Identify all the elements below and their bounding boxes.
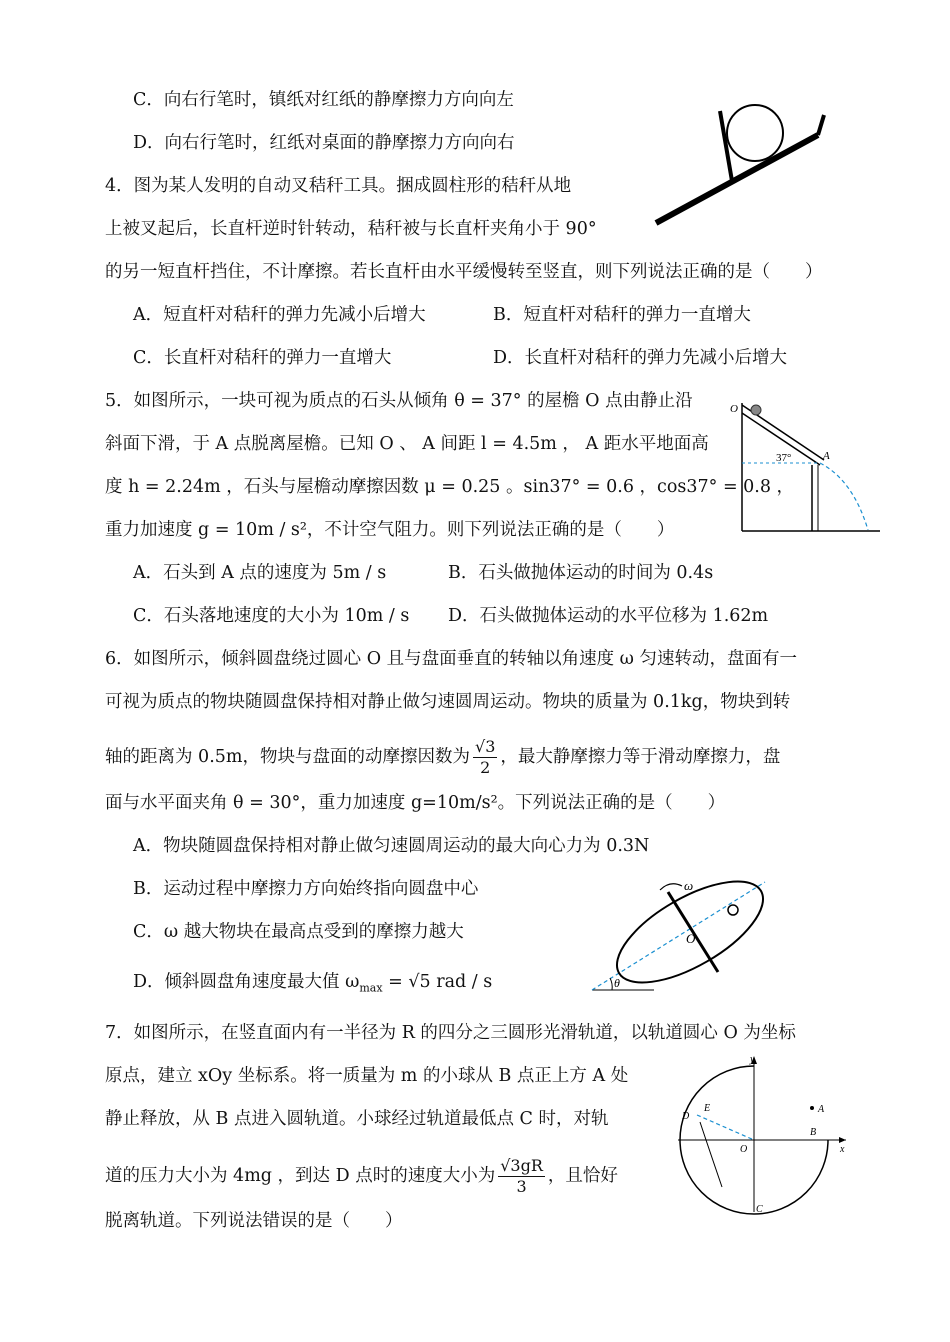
q5-option-b: B．石头做抛体运动的时间为 0.4s [448, 563, 714, 583]
disk-plane-dashed [592, 882, 765, 990]
q7-line4-b: ，且恰好 [547, 1166, 618, 1186]
q7-stem-line5: 脱离轨道。下列说法错误的是（ ） [105, 1211, 403, 1231]
q6-optD-sub: max [359, 981, 383, 995]
q7-fraction [498, 1156, 545, 1197]
point-A-dot [810, 1106, 814, 1110]
label-A: A [818, 1104, 825, 1115]
q6-stem-line2: 可视为质点的物块随圆盘保持相对静止做匀速圆周运动。物块的质量为 0.1kg，物块到转 [105, 692, 791, 712]
q7-track-figure [672, 1052, 852, 1218]
rod-tip [818, 115, 824, 135]
straw-bundle-circle [727, 105, 783, 161]
q6-option-d [133, 970, 492, 1001]
q6-disk-figure [590, 872, 775, 996]
label-angle: 37° [776, 452, 792, 464]
q5-roof-figure [728, 395, 888, 535]
label-D: D [682, 1111, 690, 1122]
q4-option-c: C．长直杆对秸秆的弹力一直增大 [133, 348, 392, 368]
q6-optD-a: D．倾斜圆盘角速度最大值 ω [133, 972, 360, 992]
q4-option-a: A．短直杆对秸秆的弹力先减小后增大 [133, 305, 426, 325]
q4-option-d: D．长直杆对秸秆的弹力先减小后增大 [493, 348, 788, 368]
q6-fraction-denominator: 2 [480, 758, 491, 777]
label-y: y [750, 1054, 755, 1065]
q4-stem-line1: 4．图为某人发明的自动叉秸秆工具。捆成圆柱形的秸秆从地 [105, 176, 572, 196]
q6-fraction [473, 737, 497, 778]
q7-fraction-numerator: √3gR [500, 1156, 543, 1175]
label-O: O [730, 403, 738, 415]
q4-option-b: B．短直杆对秸秆的弹力一直增大 [493, 305, 751, 325]
q6-option-a: A．物块随圆盘保持相对静止做匀速圆周运动的最大向心力为 0.3N [133, 836, 650, 856]
q5-option-d: D．石头做抛体运动的水平位移为 1.62m [448, 606, 769, 626]
q5-stem-line1: 5．如图所示，一块可视为质点的石头从倾角 θ = 37° 的屋檐 O 点由静止沿 [105, 391, 693, 411]
q4-fork-figure [650, 95, 830, 230]
q3-option-d: D．向右行笔时，红纸对桌面的静摩擦力方向向右 [133, 133, 515, 153]
label-C: C [756, 1204, 763, 1215]
label-B: B [810, 1127, 817, 1138]
stone-ball [751, 405, 761, 415]
projectile-path [700, 1122, 722, 1187]
omega-arrow [660, 884, 682, 890]
q6-line3-a: 轴的距离为 0.5m，物块与盘面的动摩擦因数为 [105, 747, 470, 767]
q4-stem-line2: 上被叉起后，长直杆逆时针转动，秸秆被与长直杆夹角小于 90° [105, 219, 597, 239]
radius-OD-dashed [697, 1115, 754, 1140]
q6-stem-line4: 面与水平面夹角 θ = 30°，重力加速度 g=10m/s²。下列说法正确的是（ ） [105, 793, 726, 813]
q7-fraction-denominator: 3 [516, 1177, 527, 1196]
label-A: A [823, 450, 830, 462]
q7-stem-line3: 静止释放，从 B 点进入圆轨道。小球经过轨道最低点 C 时，对轨 [105, 1109, 609, 1129]
q7-line4-a: 道的压力大小为 4mg ，到达 D 点时的速度大小为 [105, 1166, 496, 1186]
q7-stem-line4 [105, 1156, 618, 1197]
q6-stem-line3 [105, 737, 780, 778]
q7-stem-line2: 原点，建立 xOy 坐标系。将一质量为 m 的小球从 B 点正上方 A 处 [105, 1066, 629, 1086]
q5-option-a: A．石头到 A 点的速度为 5m / s [133, 563, 387, 583]
q4-stem-line3: 的另一短直杆挡住，不计摩擦。若长直杆由水平缓慢转至竖直，则下列说法正确的是（ ） [105, 262, 823, 282]
label-O: O [686, 931, 696, 946]
q5-stem-line4: 重力加速度 g = 10m / s²，不计空气阻力。则下列说法正确的是（ ） [105, 520, 675, 540]
label-x: x [840, 1144, 845, 1155]
q3-option-c: C．向右行笔时，镇纸对红纸的静摩擦力方向向左 [133, 90, 514, 110]
block-marker [728, 905, 738, 915]
x-axis-arrow [839, 1137, 846, 1143]
label-O: O [740, 1144, 748, 1155]
theta-arc [610, 978, 612, 990]
q6-option-c: C．ω 越大物块在最高点受到的摩擦力越大 [133, 922, 464, 942]
label-E: E [704, 1103, 711, 1114]
q6-line3-b: ，最大静摩擦力等于滑动摩擦力，盘 [500, 747, 781, 767]
q6-stem-line1: 6．如图所示，倾斜圆盘绕过圆心 O 且与盘面垂直的转轴以角速度 ω 匀速转动，盘面有一 [105, 649, 797, 669]
q6-option-b: B．运动过程中摩擦力方向始终指向圆盘中心 [133, 879, 479, 899]
q7-stem-line1: 7．如图所示，在竖直面内有一半径为 R 的四分之三圆形光滑轨道，以轨道圆心 O 为坐标 [105, 1023, 796, 1043]
label-theta: θ [614, 976, 620, 990]
long-rod [656, 135, 818, 223]
q5-stem-line2: 斜面下滑，于 A 点脱离屋檐。已知 O 、 A 间距 l = 4.5m ， A 距水平地面高 [105, 434, 709, 454]
q6-fraction-numerator: √3 [475, 737, 496, 756]
label-omega: ω [684, 878, 694, 893]
trajectory-curve [820, 463, 868, 530]
q5-option-c: C．石头落地速度的大小为 10m / s [133, 606, 410, 626]
q6-optD-b: = √5 rad / s [382, 972, 493, 992]
q5-stem-line3: 度 h = 2.24m ，石头与屋檐动摩擦因数 μ = 0.25 。sin37° = 0.6 ，cos37° = 0.8 ， [105, 477, 795, 497]
